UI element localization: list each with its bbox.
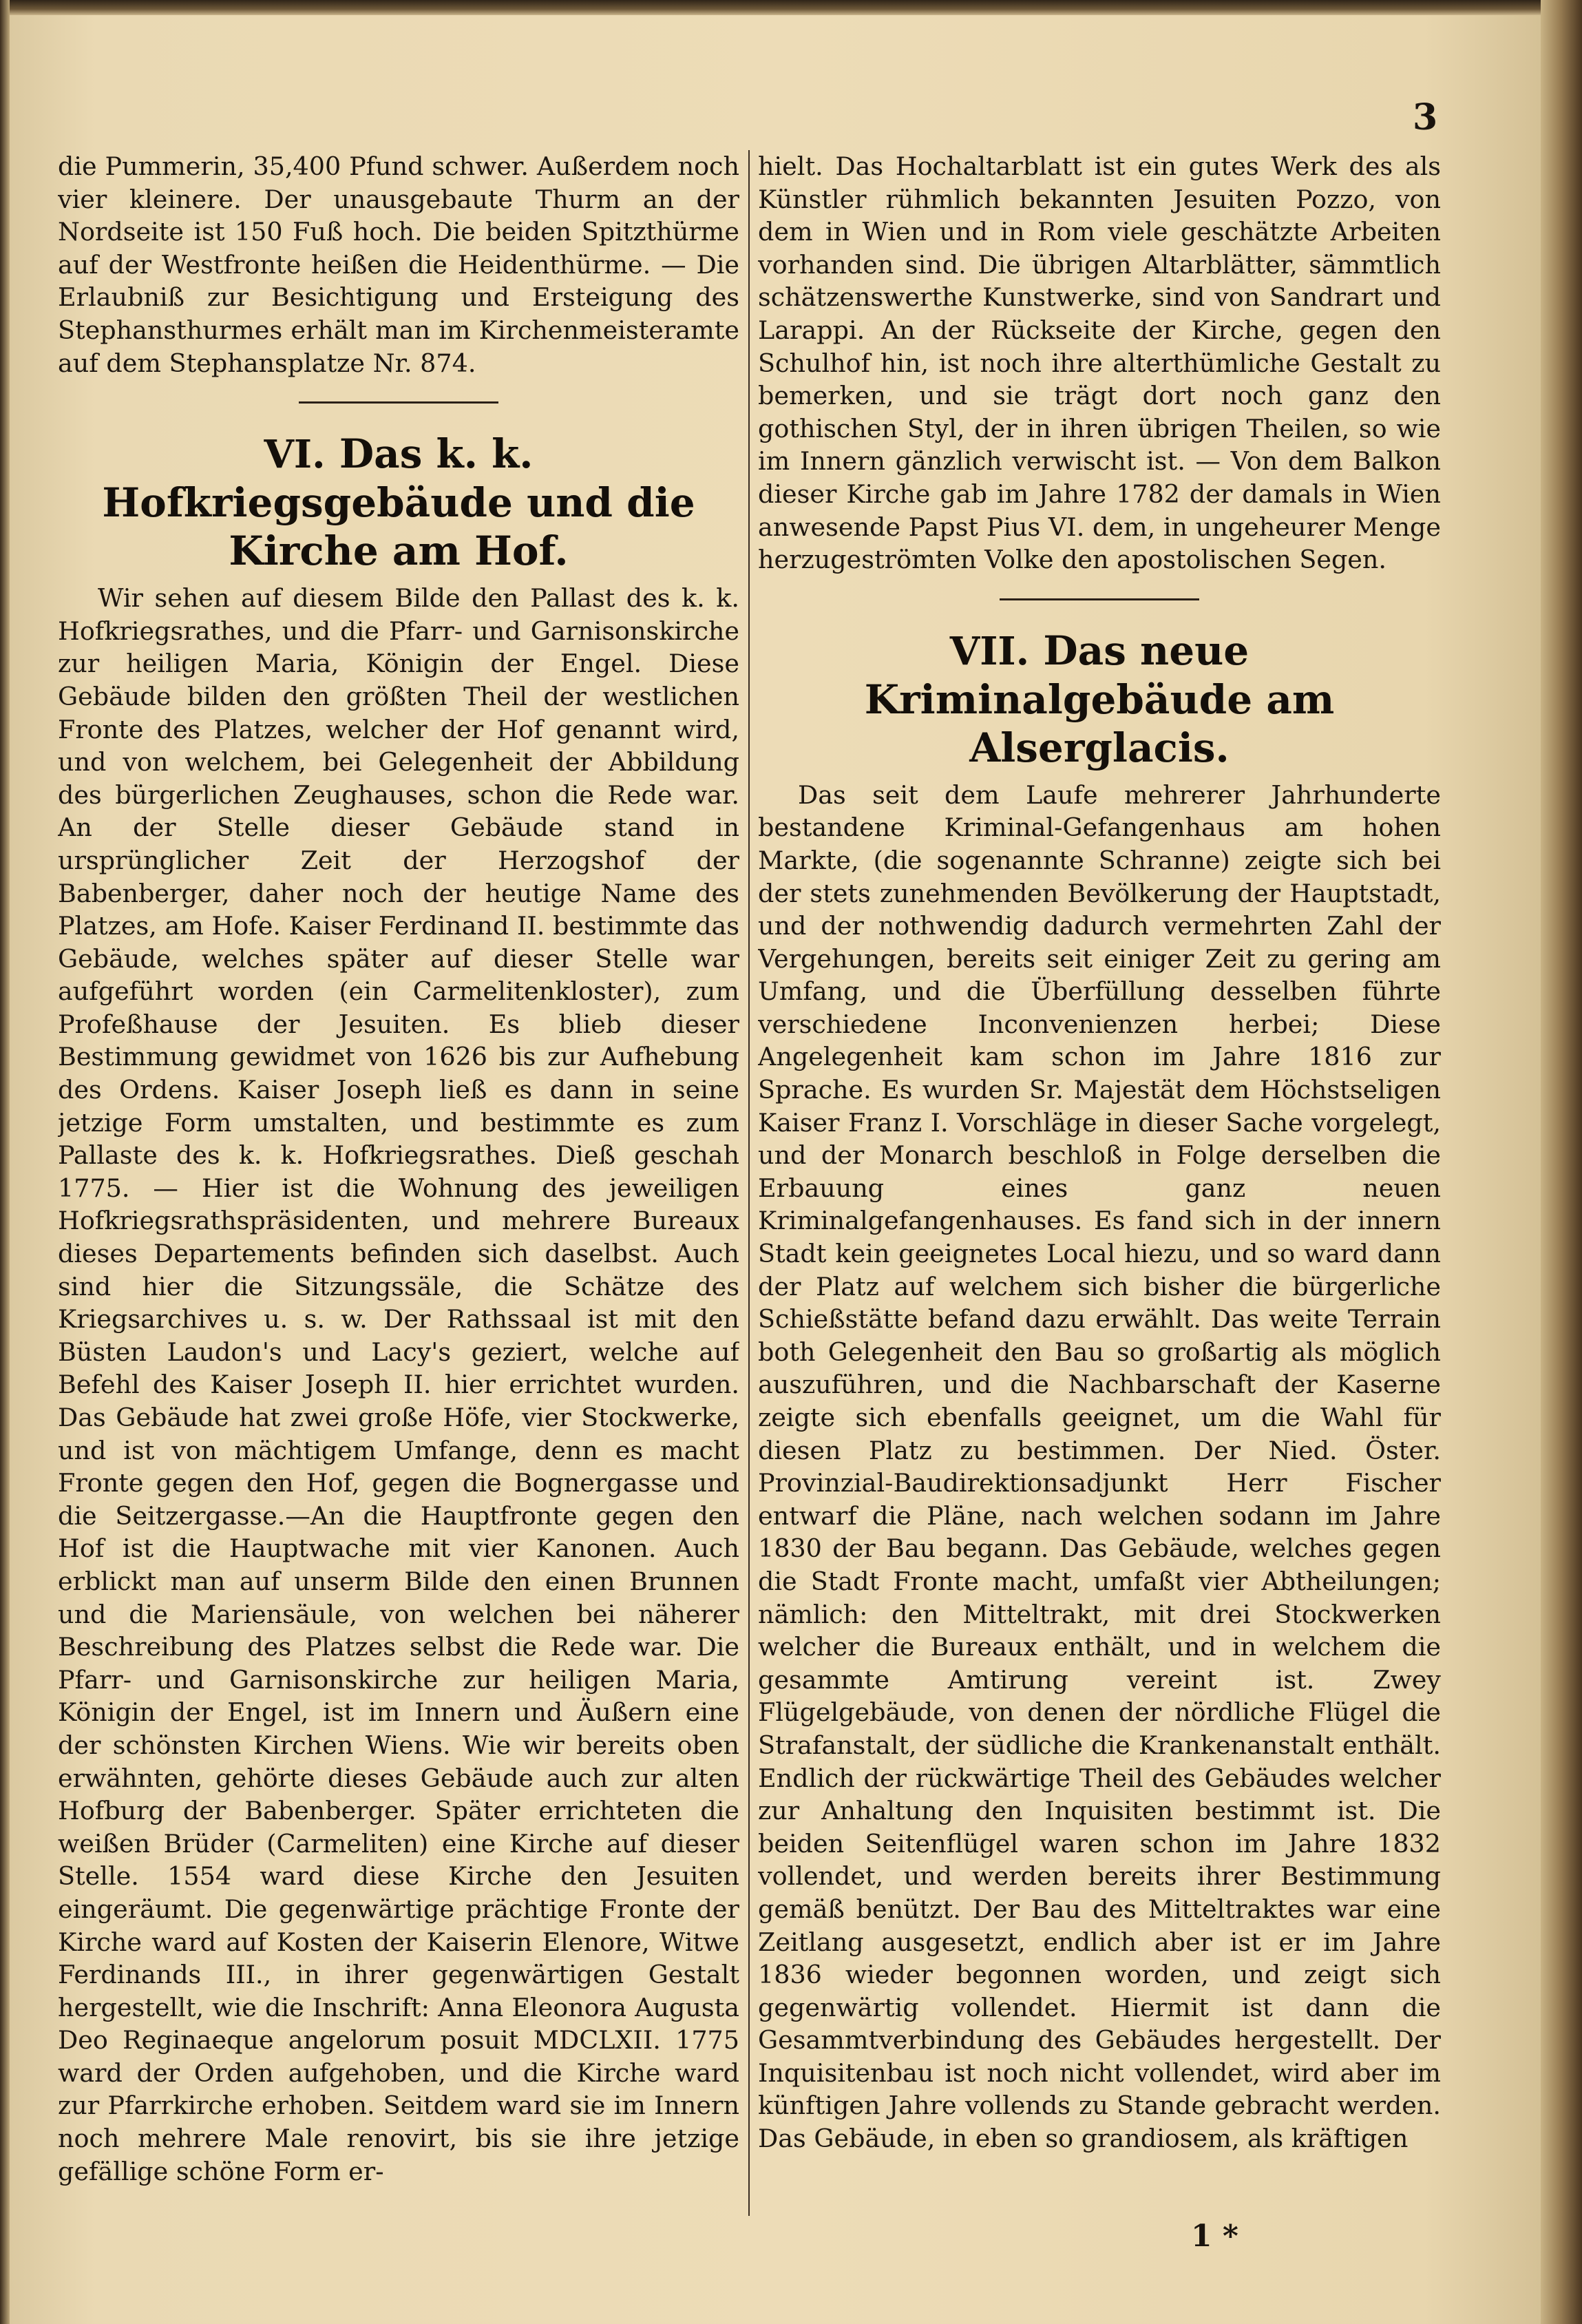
page-left-edge — [0, 0, 10, 2324]
section-number: VII. — [949, 628, 1030, 674]
section-title: Das k. k. Hofkriegsgebäude und die Kirche am Hof. — [102, 430, 695, 575]
section-number: VI. — [264, 432, 326, 478]
section-heading-vi — [58, 430, 739, 575]
body-paragraph: Wir sehen auf diesem Bilde den Pallast des k. k. Hofkriegsrathes, und die Pfarr- und Garnisonskirche zur heiligen Maria, Königin der Engel. Diese Gebäude bilden den größten Theil der westlichen Fronte des Platzes, welcher der Hof genannt wird, und von welchem, bei Gelegenheit der Abbildung des bürgerlichen Zeughauses, schon die Rede war. An der Stelle dieser Gebäude stand in ursprünglicher Zeit der Herzogshof der Babenberger, daher noch der heutige Name des Platzes, am Hofe. Kaiser Ferdinand II. bestimmte das Gebäude, welches später auf dieser Stelle war aufgeführt worden (ein Carmelitenkloster), zum Profeßhause der Jesuiten. Es blieb dieser Bestimmung gewidmet von 1626 bis zur Aufhebung des Ordens. Kaiser Joseph ließ es dann in seine jetzige Form umstalten, und bestimmte es zum Pallaste des k. k. Hofkriegsrathes. Dieß geschah 1775. — Hier ist die Wohnung des jeweiligen Hofkriegsrathspräsidenten, und mehrere Bureaux dieses Departements befinden sich daselbst. Auch sind hier die Sitzungssäle, die Schätze des Kriegsarchives u. s. w. Der Rathssaal ist mit den Büsten Laudon's und Lacy's geziert, welche auf Befehl des Kaiser Joseph II. hier errichtet wurden. Das Gebäude hat zwei große Höfe, vier Stockwerke, und ist von mächtigem Umfange, denn es macht Fronte gegen den Hof, gegen die Bognergasse und die Seitzergasse.—An die Hauptfronte gegen den Hof ist die Hauptwache mit vier Kanonen. Auch erblickt man auf unserm Bilde den einen Brunnen und die Mariensäule, von welchen bei näherer Beschreibung des Platzes selbst die Rede war. Die Pfarr- und Garnisonskirche zur heiligen Maria, Königin der Engel, ist im Innern und Äußern eine der schönsten Kirchen Wiens. Wie wir bereits oben erwähnten, gehörte dieses Gebäude auch zur alten Hofburg der Babenberger. Später errichteten die weißen Brüder (Carmeliten) eine Kirche auf dieser Stelle. 1554 ward diese Kirche den Jesuiten eingeräumt. Die gegenwärtige prächtige Fronte der Kirche ward auf Kosten der Kaiserin Elenore, Witwe Ferdinands III., in ihrer gegenwärtigen Gestalt hergestellt, wie die Inschrift: Anna Eleonora Augusta Deo Reginaeque angelorum posuit MDCLXII. 1775 ward der Orden aufgehoben, und die Kirche ward zur Pfarrkirche erhoben. Seitdem ward sie im Innern noch mehrere Male renovirt, bis sie ihre jetzige gefällige schöne Form er- — [58, 583, 739, 2186]
section-divider — [299, 401, 498, 404]
section-heading-vii — [758, 627, 1441, 772]
page-right-edge — [1541, 0, 1582, 2324]
left-column — [58, 150, 739, 2188]
continuation-paragraph: hielt. Das Hochaltarblatt ist ein gutes Werk des als Künstler rühmlich bekannten Jesuiten Pozzo, von dem in Wien und in Rom viele geschätzte Arbeiten vorhanden sind. Die übrigen Altarblätter, sämmtlich schätzenswerthe Kunstwerke, sind von Sandrart und Larappi. An der Rückseite der Kirche, gegen den Schulhof hin, ist noch ihre alterthümliche Gestalt zu bemerken, und sie trägt dort noch ganz den gothischen Styl, der in ihren übrigen Theilen, so wie im Innern gänzlich verwischt ist. — Von dem Balkon dieser Kirche gab im Jahre 1782 der damals in Wien anwesende Papst Pius VI. dem, in ungeheurer Menge herzugeströmten Volke den apostolischen Segen. — [758, 151, 1441, 575]
section-divider — [1000, 598, 1199, 600]
page-number: 3 — [1413, 96, 1438, 138]
intro-paragraph: die Pummerin, 35,400 Pfund schwer. Außerdem noch vier kleinere. Der unausgebaute Thurm an der Nordseite ist 150 Fuß hoch. Die beiden Spitzthürme auf der Westfronte heißen die Heidenthürme. — Die Erlaubniß zur Besichtigung und Ersteigung des Stephansthurmes erhält man im Kirchenmeisteramte auf dem Stephansplatze Nr. 874. — [58, 151, 739, 378]
column-divider — [748, 150, 750, 2216]
body-paragraph: Das seit dem Laufe mehrerer Jahrhunderte bestandene Kriminal-Gefangenhaus am hohen Markte, (die sogenannte Schranne) zeigte sich bei der stets zunehmenden Bevölkerung der Hauptstadt, und der nothwendig dadurch vermehrten Zahl der Vergehungen, bereits seit einiger Zeit zu gering am Umfang, und die Überfüllung desselben führte verschiedene Inconvenienzen herbei; Diese Angelegenheit kam schon im Jahre 1816 zur Sprache. Es wurden Sr. Majestät dem Höchstseligen Kaiser Franz I. Vorschläge in dieser Sache vorgelegt, und der Monarch beschloß in Folge derselben die Erbauung eines ganz neuen Kriminalgefangenhauses. Es fand sich in der innern Stadt kein geeignetes Local hiezu, und so ward dann der Platz auf welchem sich bisher die bürgerliche Schießstätte befand dazu erwählt. Das weite Terrain both Gelegenheit den Bau so großartig als möglich auszuführen, und die Nachbarschaft der Kaserne zeigte sich ebenfalls geeignet, um die Wahl für diesen Platz zu bestimmen. Der Nied. Öster. Provinzial-Baudirektionsadjunkt Herr Fischer entwarf die Pläne, nach welchen sodann im Jahre 1830 der Bau begann. Das Gebäude, welches gegen die Stadt Fronte macht, umfaßt vier Abtheilungen; nämlich: den Mitteltrakt, mit drei Stockwerken welcher die Bureaux enthält, und in welchem die gesammte Amtirung vereint ist. Zwey Flügelgebäude, von denen der nördliche Flügel die Strafanstalt, der südliche die Krankenanstalt enthält. Endlich der rückwärtige Theil des Gebäudes welcher zur Anhaltung den Inquisiten bestimmt ist. Die beiden Seitenflügel waren schon im Jahre 1832 vollendet, und werden bereits ihrer Bestimmung gemäß benützt. Der Bau des Mitteltraktes war eine Zeitlang ausgesetzt, endlich aber ist er im Jahre 1836 wieder begonnen worden, und zeigt sich gegenwärtig vollendet. Hiermit ist dann die Gesammtverbindung des Gebäudes hergestellt. Der Inquisitenbau ist noch nicht vollendet, wird aber im künftigen Jahre vollends zu Stande gebracht werden. Das Gebäude, in eben so grandiosem, als kräftigen — [758, 779, 1441, 2154]
page-top-edge — [0, 0, 1582, 15]
section-title: Das neue Kriminalgebäude am Alserglacis. — [864, 627, 1335, 771]
printer-signature-mark: 1 * — [1191, 2219, 1238, 2254]
right-column — [758, 150, 1441, 2188]
